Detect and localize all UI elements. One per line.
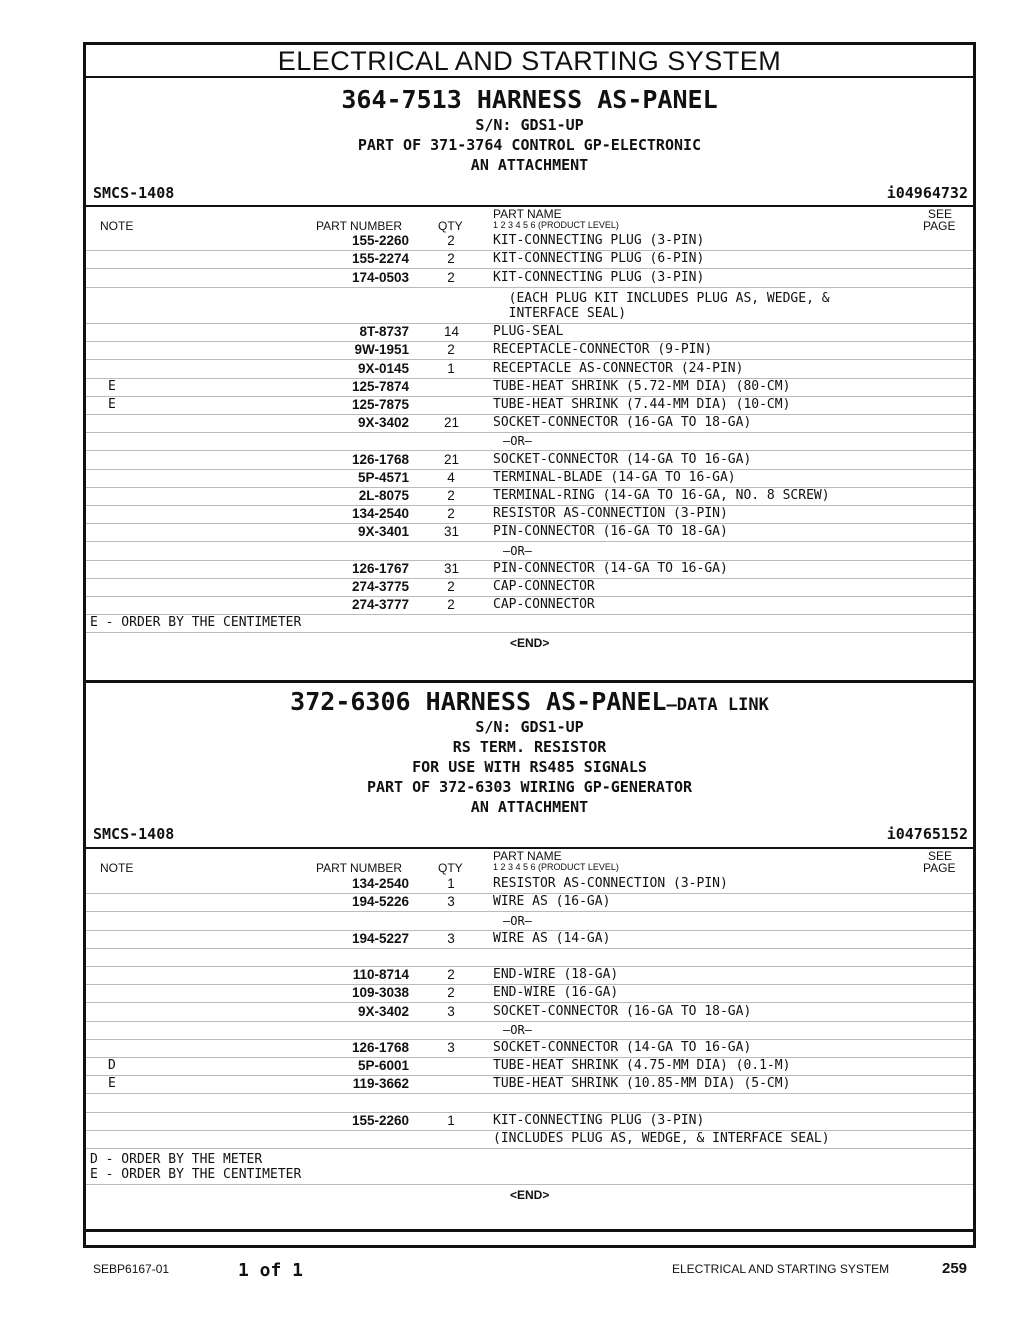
part-name: (INCLUDES PLUG AS, WEDGE, & INTERFACE SEAL) [493,1130,830,1146]
quantity: 2 [447,985,455,1001]
quantity: 31 [444,560,460,576]
part-name: END-WIRE (16-GA) [493,985,619,1001]
quantity: 2 [447,251,455,267]
col-page: PAGE [923,219,956,233]
part-name: PLUG-SEAL [493,324,564,340]
section-part-name: HARNESS AS-PANEL [476,85,718,114]
frame-bottom-rule [83,1229,976,1232]
part-number: 119-3662 [352,1076,409,1092]
quantity: 1 [447,876,455,892]
part-number: 2L-8075 [358,487,409,503]
table-row [86,1094,973,1112]
table-row [86,524,973,542]
part-number: 8T-8737 [359,324,409,340]
quantity: 1 [447,1112,455,1128]
quantity: 4 [447,469,455,485]
illustration-id: i04765152 [886,825,968,843]
quantity: 2 [447,967,455,983]
col-note: NOTE [100,861,134,875]
section-subtitle: AN ATTACHMENT [470,798,589,816]
col-product-level: 1 2 3 4 5 6 (PRODUCT LEVEL) [493,220,619,230]
table-row [86,288,973,324]
footnote: D - ORDER BY THE METER E - ORDER BY THE CENTIMETER [90,1152,302,1183]
quantity: 2 [447,597,455,613]
table-row [86,506,973,524]
footer-section: ELECTRICAL AND STARTING SYSTEM [672,1262,890,1276]
part-number: 274-3777 [351,597,409,613]
part-number: 125-7874 [351,378,409,394]
section-divider [86,680,973,683]
part-name: RESISTOR AS-CONNECTION (3-PIN) [493,506,728,522]
part-number: 194-5226 [351,894,409,910]
column-header [86,847,973,875]
table-row [86,415,973,433]
table-row [86,542,973,560]
quantity: 3 [447,894,455,910]
part-name: SOCKET-CONNECTOR (16-GA TO 18-GA) [493,415,752,431]
section-part-name: HARNESS AS-PANEL [425,687,667,716]
part-name: TUBE-HEAT SHRINK (4.75-MM DIA) (0.1-M) [493,1058,791,1074]
table-row [86,251,973,269]
quantity: 2 [447,269,455,285]
col-see: SEE [928,849,953,863]
part-name: KIT-CONNECTING PLUG (3-PIN) [493,269,705,285]
part-number: 155-2274 [351,251,409,267]
table-row [86,1003,973,1021]
table-row [86,597,973,615]
col-see: SEE [928,207,953,221]
page-count: 1 of 1 [238,1260,304,1281]
part-name: SOCKET-CONNECTOR (14-GA TO 16-GA) [493,451,752,467]
part-number: 174-0503 [351,269,409,285]
table-row [86,488,973,506]
part-number: 194-5227 [351,930,409,946]
section-name-suffix: —DATA LINK [666,695,769,715]
section-subtitle: RS TERM. RESISTOR [452,738,607,756]
part-name: RECEPTACLE AS-CONNECTOR (24-PIN) [493,360,744,376]
part-name: TUBE-HEAT SHRINK (10.85-MM DIA) (5-CM) [493,1076,791,1092]
table-row [86,1058,973,1076]
table-row [86,233,973,251]
col-note: NOTE [100,219,134,233]
part-name: KIT-CONNECTING PLUG (3-PIN) [493,1112,705,1128]
part-name: WIRE AS (16-GA) [493,894,611,910]
end-marker: <END> [510,635,550,650]
table-row [86,1076,973,1094]
part-name: CAP-CONNECTOR [493,578,595,594]
table-row [86,379,973,397]
table-row [86,876,973,894]
table-row [86,931,973,949]
quantity: 2 [447,578,455,594]
section-subtitle: S/N: GDS1-UP [475,116,584,134]
illustration-id: i04964732 [886,184,968,202]
page-number: 259 [942,1260,968,1277]
quantity: 2 [447,506,455,522]
quantity: 21 [444,451,460,467]
part-number: 134-2540 [351,506,409,522]
part-number: 5P-4571 [357,469,409,485]
table-row [86,451,973,469]
part-number: 155-2260 [351,233,409,249]
col-product-level: 1 2 3 4 5 6 (PRODUCT LEVEL) [493,862,619,872]
smcs-code: SMCS-1408 [93,184,175,202]
part-name: TERMINAL-BLADE (14-GA TO 16-GA) [493,469,736,485]
or-separator: —OR— [503,1022,532,1037]
part-number: 134-2540 [351,876,409,892]
note-code: E [108,396,116,412]
col-part-name: PART NAME [493,207,562,221]
section-subtitle: PART OF 372-6303 WIRING GP-GENERATOR [366,778,693,796]
section-subtitle: FOR USE WITH RS485 SIGNALS [412,758,647,776]
table-row [86,579,973,597]
part-number: 5P-6001 [357,1058,409,1074]
part-name: END-WIRE (18-GA) [493,967,619,983]
col-part-name: PART NAME [493,849,562,863]
part-number: 9X-0145 [357,360,409,376]
part-number: 125-7875 [351,396,409,412]
page-title: ELECTRICAL AND STARTING SYSTEM [86,46,973,78]
table-row [86,912,973,930]
part-name: SOCKET-CONNECTOR (16-GA TO 18-GA) [493,1003,752,1019]
part-number: 109-3038 [351,985,409,1001]
section-part-number: 364-7513 [341,85,477,114]
part-name: PIN-CONNECTOR (16-GA TO 18-GA) [493,524,728,540]
section-subtitle: PART OF 371-3764 CONTROL GP-ELECTRONIC [357,136,702,154]
end-marker: <END> [510,1187,550,1202]
note-code: D [108,1058,116,1074]
doc-number: SEBP6167-01 [93,1262,170,1276]
quantity: 1 [447,360,455,376]
note-code: E [108,378,116,394]
footnote: E - ORDER BY THE CENTIMETER [90,615,302,631]
table-row [86,894,973,912]
table-row [86,1040,973,1058]
part-number: 9X-3401 [357,524,409,540]
part-name: SOCKET-CONNECTOR (14-GA TO 16-GA) [493,1039,752,1055]
col-page: PAGE [923,861,956,875]
section-part-number: 372-6306 [290,687,426,716]
quantity: 2 [447,487,455,503]
table-row [86,397,973,415]
part-number: 274-3775 [351,578,409,594]
or-separator: —OR— [503,543,532,558]
quantity: 31 [444,524,460,540]
table-row [86,342,973,360]
part-number: 126-1767 [351,560,409,576]
part-number: 9X-3402 [357,1003,409,1019]
table-row [86,1022,973,1040]
col-part-number: PART NUMBER [316,861,403,875]
table-row [86,615,973,633]
part-name: RECEPTACLE-CONNECTOR (9-PIN) [493,342,713,358]
quantity: 21 [444,415,460,431]
part-number: 9X-3402 [357,415,409,431]
quantity: 3 [447,930,455,946]
quantity: 14 [444,324,460,340]
section-subtitle: S/N: GDS1-UP [475,718,584,736]
part-name: PIN-CONNECTOR (14-GA TO 16-GA) [493,560,728,576]
table-row [86,360,973,378]
part-name: KIT-CONNECTING PLUG (3-PIN) [493,233,705,249]
quantity: 3 [447,1039,455,1055]
table-row [86,269,973,287]
col-qty: QTY [438,861,463,875]
part-number: 9W-1951 [354,342,409,358]
note-code: E [108,1076,116,1092]
or-separator: —OR— [503,913,532,928]
table-row [86,433,973,451]
column-header [86,205,973,233]
table-row [86,1113,973,1131]
table-row [86,1131,973,1149]
table-row [86,324,973,342]
part-name: KIT-CONNECTING PLUG (6-PIN) [493,251,705,267]
table-row [86,985,973,1003]
section-subtitle: AN ATTACHMENT [470,156,589,174]
smcs-code: SMCS-1408 [93,825,175,843]
part-number: 126-1768 [351,1039,409,1055]
table-row [86,967,973,985]
section-title [86,688,973,719]
part-name: (EACH PLUG KIT INCLUDES PLUG AS, WEDGE, & INTERFACE SEAL) [508,290,830,321]
table-row [86,1149,973,1185]
table-row [86,470,973,488]
table-row [86,1185,973,1203]
part-name: RESISTOR AS-CONNECTION (3-PIN) [493,876,728,892]
part-number: 110-8714 [352,967,409,983]
part-name: TERMINAL-RING (14-GA TO 16-GA, NO. 8 SCREW) [493,487,830,503]
quantity: 2 [447,342,455,358]
table-row [86,949,973,967]
table-row [86,633,973,651]
part-name: TUBE-HEAT SHRINK (7.44-MM DIA) (10-CM) [493,396,791,412]
table-row [86,561,973,579]
quantity: 2 [447,233,455,249]
col-part-number: PART NUMBER [316,219,403,233]
part-name: CAP-CONNECTOR [493,597,595,613]
part-name: WIRE AS (14-GA) [493,930,611,946]
part-number: 126-1768 [351,451,409,467]
part-name: TUBE-HEAT SHRINK (5.72-MM DIA) (80-CM) [493,378,791,394]
section-title [86,86,973,114]
col-qty: QTY [438,219,463,233]
part-number: 155-2260 [351,1112,409,1128]
or-separator: —OR— [503,434,532,449]
quantity: 3 [447,1003,455,1019]
